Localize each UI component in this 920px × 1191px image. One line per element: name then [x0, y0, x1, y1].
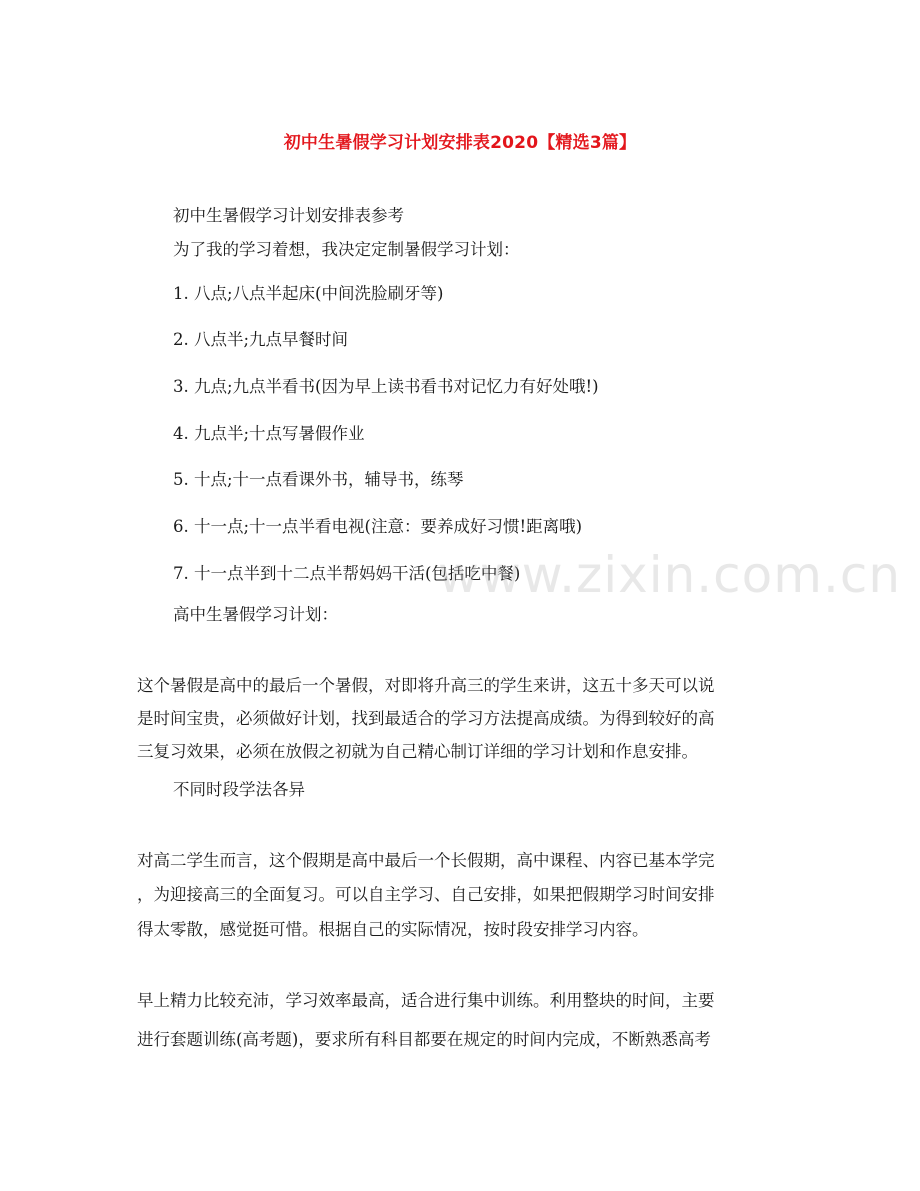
paragraph-line: 得太零散，感觉挺可惜。根据自己的实际情况，按时段安排学习内容。	[137, 920, 649, 939]
paragraph-line: 进行套题训练(高考题)，要求所有科目都要在规定的时间内完成，不断熟悉高考	[137, 1030, 711, 1049]
watermark: www.zixin.com.cn	[438, 546, 902, 604]
list-item: 1. 八点;八点半起床(中间洗脸刷牙等)	[173, 284, 444, 303]
paragraph-line: 早上精力比较充沛，学习效率最高，适合进行集中训练。利用整块的时间，主要	[137, 991, 715, 1010]
paragraph-line: 三复习效果，必须在放假之初就为自己精心制订详细的学习计划和作息安排。	[137, 742, 698, 761]
section-heading: 不同时段学法各异	[173, 780, 305, 799]
paragraph-line: ，为迎接高三的全面复习。可以自主学习、自己安排，如果把假期学习时间安排	[137, 885, 715, 904]
list-item: 2. 八点半;九点早餐时间	[173, 330, 349, 349]
paragraph-line: 这个暑假是高中的最后一个暑假，对即将升高三的学生来讲，这五十多天可以说	[137, 676, 715, 695]
paragraph-line: 对高二学生而言，这个假期是高中最后一个长假期，高中课程、内容已基本学完	[137, 851, 715, 870]
section-heading: 高中生暑假学习计划：	[173, 605, 338, 624]
paragraph-line: 为了我的学习着想，我决定定制暑假学习计划：	[173, 240, 520, 259]
list-item: 4. 九点半;十点写暑假作业	[173, 424, 365, 443]
list-item: 5. 十点;十一点看课外书，辅导书，练琴	[173, 470, 464, 489]
document-title: 初中生暑假学习计划安排表2020【精选3篇】	[283, 133, 637, 153]
paragraph-line: 初中生暑假学习计划安排表参考	[173, 206, 404, 225]
list-item: 6. 十一点;十一点半看电视(注意：要养成好习惯!距离哦)	[173, 517, 583, 536]
list-item: 3. 九点;九点半看书(因为早上读书看书对记忆力有好处哦!)	[173, 377, 599, 396]
paragraph-line: 是时间宝贵，必须做好计划，找到最适合的学习方法提高成绩。为得到较好的高	[137, 709, 715, 728]
list-item: 7. 十一点半到十二点半帮妈妈干活(包括吃中餐)	[173, 564, 521, 583]
